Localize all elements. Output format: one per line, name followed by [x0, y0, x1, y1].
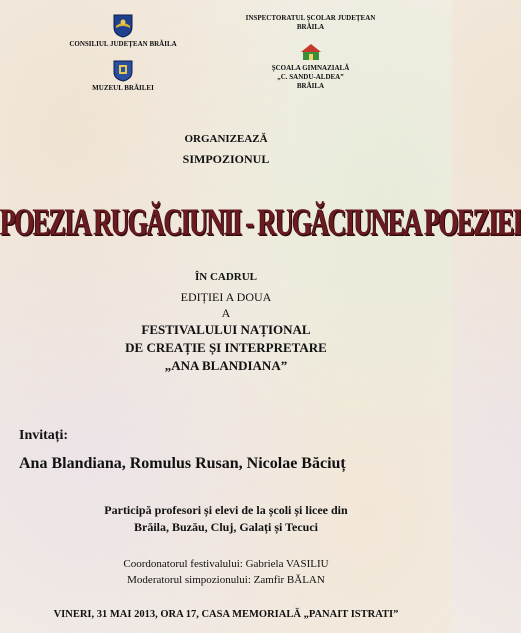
participants-line1: Participă profesori și elevi de la școli și licee din — [104, 503, 348, 517]
moderator-text: Moderatorul simpozionului: Zamfir BĂLAN — [127, 574, 325, 586]
school-inspectorate-block — [228, 14, 393, 32]
of-text: A — [221, 306, 231, 320]
festival-line1: FESTIVALULUI NAȚIONAL — [141, 322, 311, 337]
museum-logo-block — [58, 60, 188, 93]
edition-text: EDIȚIEI A DOUA — [180, 290, 272, 304]
county-crest-icon — [113, 14, 133, 38]
county-council-logo-block — [58, 14, 188, 49]
organizes-text: ORGANIZEAZĂ — [184, 133, 268, 145]
guests-label: Invitați: — [19, 428, 68, 443]
coordinator-text: Coordonatorul festivalului: Gabriela VASILIU — [123, 558, 329, 570]
school-emblem-icon — [299, 42, 323, 62]
event-title: POEZIA RUGĂCIUNII - RUGĂCIUNEA POEZIEI — [0, 201, 521, 244]
event-type-text: SIMPOZIONUL — [182, 152, 270, 166]
inspectorate-line2: BRĂILA — [296, 23, 325, 31]
footer-event-details: VINERI, 31 MAI 2013, ORA 17, CASA MEMORIALĂ „PANAIT ISTRATI” — [53, 609, 399, 620]
within-text: ÎN CADRUL — [194, 271, 258, 283]
guests-list: Ana Blandiana, Romulus Rusan, Nicolae Băciuț — [19, 455, 346, 472]
inspectorate-line1: INSPECTORATUL ȘCOLAR JUDEȚEAN — [245, 14, 376, 22]
museum-crest-icon — [113, 60, 133, 82]
county-council-label: CONSILIUL JUDEȚEAN BRĂILA — [69, 40, 177, 48]
participants-line2: Brăila, Buzău, Cluj, Galați și Tecuci — [133, 520, 319, 534]
school-line1: ȘCOALA GIMNAZIALĂ — [271, 64, 350, 72]
school-line2: „C. SANDU-ALDEA” — [277, 73, 344, 81]
festival-line2: DE CREAȚIE ȘI INTERPRETARE — [125, 340, 327, 355]
school-line3: BRĂILA — [296, 82, 325, 90]
festival-line3: „ANA BLANDIANA” — [164, 358, 288, 373]
museum-label: MUZEUL BRĂILEI — [92, 84, 154, 92]
event-title-wrapper — [0, 201, 521, 244]
school-logo-block — [228, 42, 393, 91]
